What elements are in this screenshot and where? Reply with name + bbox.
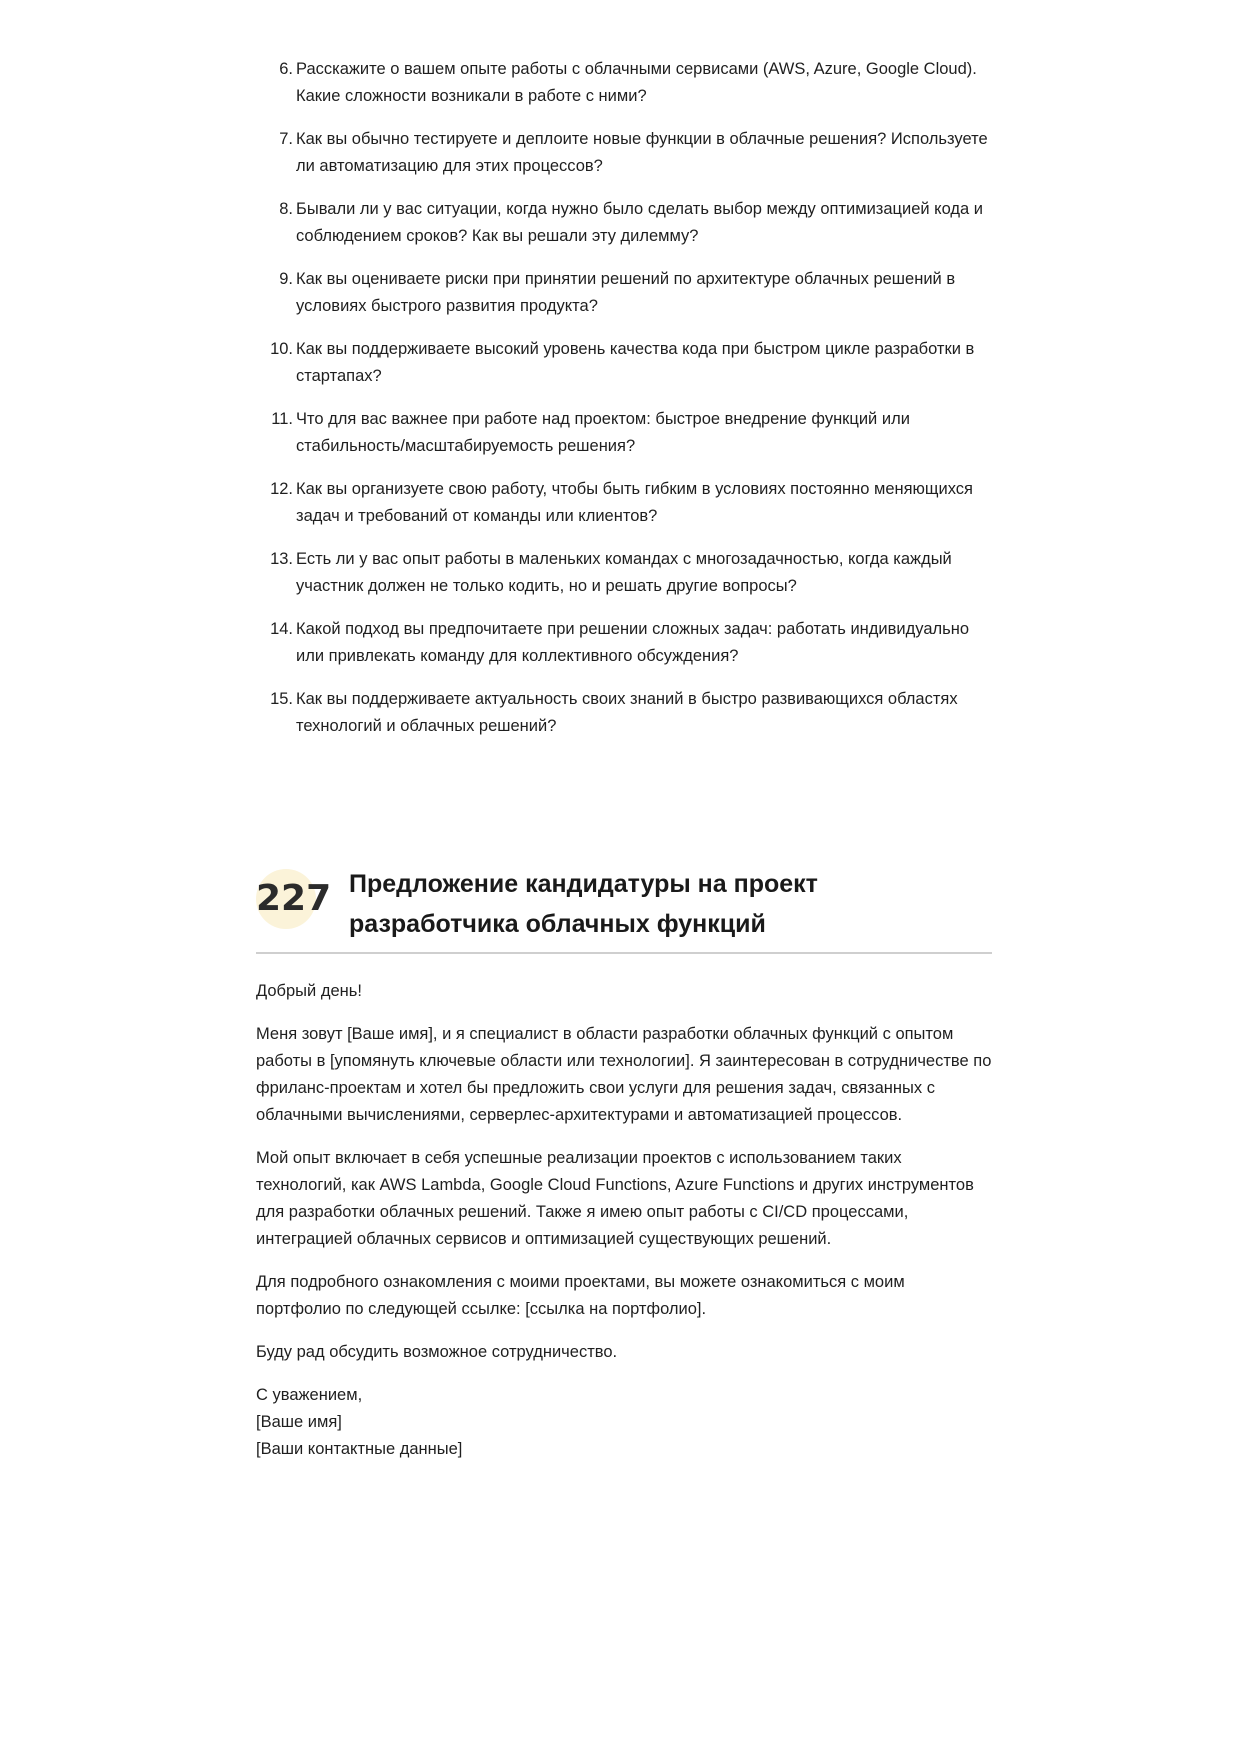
letter-paragraph: Буду рад обсудить возможное сотрудничество. bbox=[256, 1343, 618, 1361]
list-item bbox=[255, 406, 995, 460]
list-item bbox=[255, 336, 995, 390]
list-item-number: 13. bbox=[270, 550, 293, 568]
list-item bbox=[255, 686, 995, 740]
list-item-number: 15. bbox=[270, 690, 293, 708]
section-header bbox=[256, 860, 992, 954]
letter-closing: С уважением, bbox=[256, 1386, 363, 1404]
list-item-text: Как вы обычно тестируете и деплоите новые функции в облачные решения? Используете ли автоматизацию для этих процессов? bbox=[296, 130, 988, 175]
section-title: Предложение кандидатуры на проект разработчика облачных функций bbox=[349, 870, 818, 938]
list-item-text: Как вы поддерживаете высокий уровень качества кода при быстром цикле разработки в стартапах? bbox=[296, 340, 975, 385]
list-item-text: Есть ли у вас опыт работы в маленьких командах с многозадачностью, когда каждый участник должен не только кодить, но и решать другие вопросы? bbox=[296, 550, 952, 595]
letter-signature bbox=[256, 1382, 992, 1463]
letter-greeting: Добрый день! bbox=[256, 982, 362, 1000]
list-item-number: 8. bbox=[279, 200, 293, 218]
list-item-number: 11. bbox=[271, 410, 293, 428]
list-item bbox=[255, 476, 995, 530]
list-item bbox=[255, 126, 995, 180]
list-item bbox=[255, 196, 995, 250]
list-item-text: Что для вас важнее при работе над проектом: быстрое внедрение функций или стабильность/масштабируемость решения? bbox=[296, 410, 910, 455]
list-item-text: Как вы оцениваете риски при принятии решений по архитектуре облачных решений в условиях быстрого развития продукта? bbox=[296, 270, 956, 315]
letter-body bbox=[256, 978, 992, 1479]
signature-name: [Ваше имя] bbox=[256, 1413, 342, 1431]
list-item-number: 6. bbox=[279, 60, 293, 78]
list-item-number: 9. bbox=[279, 270, 293, 288]
letter-paragraph: Для подробного ознакомления с моими проектами, вы можете ознакомиться с моим портфолио по следующей ссылке: [ссылка на портфолио]. bbox=[256, 1273, 905, 1318]
section-number-badge: 227 bbox=[256, 869, 316, 929]
list-item bbox=[255, 616, 995, 670]
list-item bbox=[255, 266, 995, 320]
list-item-number: 7. bbox=[279, 130, 293, 148]
list-item-text: Какой подход вы предпочитаете при решении сложных задач: работать индивидуально или привлекать команду для коллективного обсуждения? bbox=[296, 620, 970, 665]
list-item-text: Как вы организуете свою работу, чтобы быть гибким в условиях постоянно меняющихся задач и требований от команды или клиентов? bbox=[296, 480, 973, 525]
list-item-text: Расскажите о вашем опыте работы с облачными сервисами (AWS, Azure, Google Cloud). Какие сложности возникали в работе с ними? bbox=[296, 60, 977, 105]
list-item bbox=[255, 56, 995, 110]
letter-paragraph: Мой опыт включает в себя успешные реализации проектов с использованием таких технологий, как AWS Lambda, Google Cloud Functions, Azure Functions и других инструментов для разработки облачных решений. Также я имею опыт работы с CI/CD процессами, интеграцией облачных сервисов и оптимизацией существующих решений. bbox=[256, 1149, 974, 1248]
list-item-text: Бывали ли у вас ситуации, когда нужно было сделать выбор между оптимизацией кода и соблюдением сроков? Как вы решали эту дилемму? bbox=[296, 200, 984, 245]
list-item-number: 12. bbox=[270, 480, 293, 498]
signature-contacts: [Ваши контактные данные] bbox=[256, 1440, 463, 1458]
question-list bbox=[255, 56, 995, 756]
list-item-text: Как вы поддерживаете актуальность своих знаний в быстро развивающихся областях технологий и облачных решений? bbox=[296, 690, 958, 735]
list-item-number: 10. bbox=[270, 340, 293, 358]
list-item-number: 14. bbox=[270, 620, 293, 638]
list-item bbox=[255, 546, 995, 600]
letter-paragraph: Меня зовут [Ваше имя], и я специалист в области разработки облачных функций с опытом работы в [упомянуть ключевые области или технологии]. Я заинтересован в сотрудничестве по фриланс-проектам и хотел бы предложить свои услуги для решения задач, связанных с облачными вычислениями, серверлес-архитектурами и автоматизацией процессов. bbox=[256, 1025, 992, 1124]
